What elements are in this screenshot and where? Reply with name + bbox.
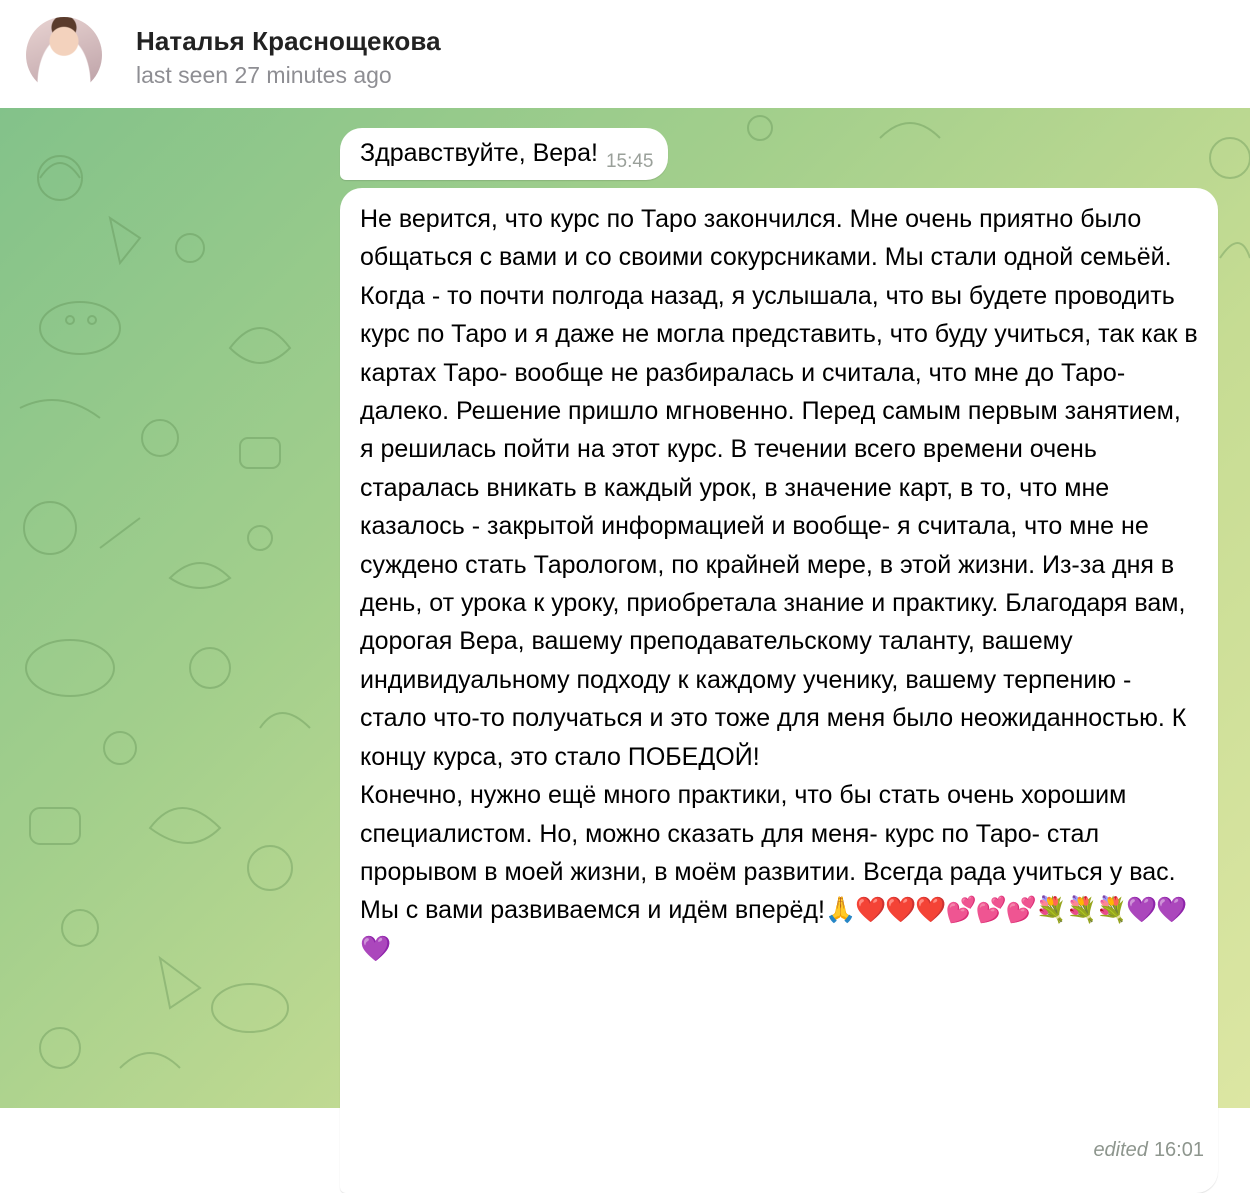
edited-label: edited: [1093, 1138, 1148, 1161]
message-bubble-main[interactable]: [340, 188, 1218, 1193]
message-meta: [1093, 1131, 1204, 1169]
message-emoji: 🙏❤️❤️❤️💕💕💕💐💐💐💜💜💜: [360, 896, 1187, 963]
message-text: Здравствуйте, Вера!: [360, 139, 598, 167]
contact-name[interactable]: Наталья Краснощекова: [136, 26, 441, 56]
chat-header: [0, 0, 1250, 108]
message-text: [360, 200, 1198, 968]
last-seen-status: last seen 27 minutes ago: [136, 62, 392, 88]
message-time: 15:45: [605, 151, 654, 172]
message-body: Не верится, что курс по Таро закончился. Мне очень приятно было общаться с вами и со своими сокурсниками. Мы стали одной семьёй. Когда - то почти полгода назад, я услышала, что вы будете проводить курс по Таро и я даже не могла представить, что буду учиться, так как в картах Таро- вообще не разбиралась и считала, что мне до Таро- далеко. Решение пришло мгновенно. Перед самым первым занятием, я решилась пойти на этот курс. В течении всего времени очень старалась вникать в каждый урок, в значение карт, в то, что мне казалось - закрытой информацией и вообще- я считала, что мне не суждено стать Тарологом, по крайней мере, в этой жизни. Из-за дня в день, от урока к уроку, приобретала знание и практику. Благодаря вам, дорогая Вера, вашему преподавательскому таланту, вашему индивидуальному подходу к каждому ученику, вашему терпению - стало что-то получаться и это тоже для меня было неожиданностью. К концу курса, это стало ПОБЕДОЙ! Конечно, нужно ещё много практики, что бы стать очень хорошим специалистом. Но, можно сказать для меня- курс по Таро- стал прорывом в моей жизни, в моём развитии. Всегда рада учиться у вас. Мы с вами развиваемся и идём вперёд!: [360, 205, 1198, 925]
message-bubble-greeting[interactable]: [340, 128, 668, 180]
avatar[interactable]: [26, 17, 102, 93]
chat-area[interactable]: [0, 108, 1250, 1161]
message-time: 16:01: [1153, 1138, 1204, 1161]
